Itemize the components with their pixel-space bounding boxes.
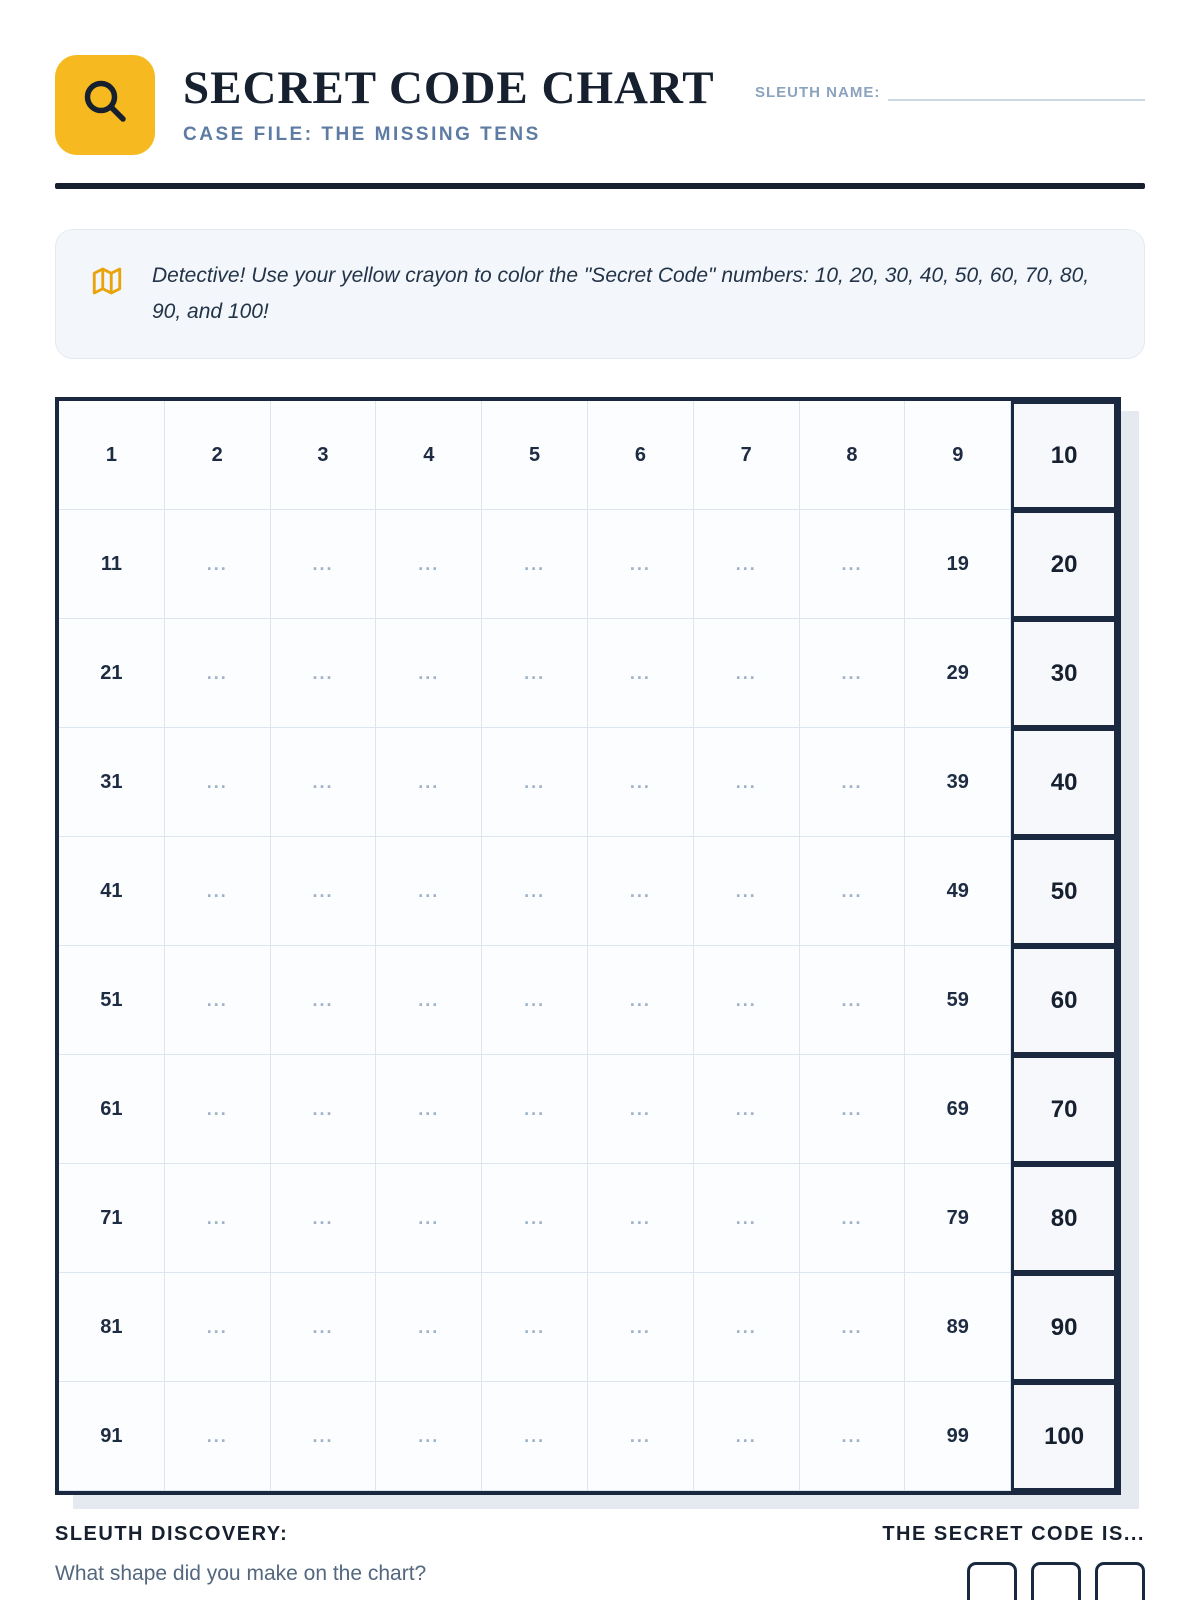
grid-cell[interactable]: 7 <box>694 401 800 510</box>
grid-cell[interactable]: ... <box>694 1164 800 1273</box>
grid-cell[interactable]: ... <box>376 946 482 1055</box>
instruction-text: Detective! Use your yellow crayon to color the "Secret Code" numbers: 10, 20, 30, 40, 50, 60, 70, 80, 90, and 100! <box>152 264 1090 324</box>
grid-cell[interactable]: ... <box>800 510 906 619</box>
grid-cell[interactable]: 29 <box>905 619 1011 728</box>
grid-cell[interactable]: ... <box>376 510 482 619</box>
grid-cell[interactable]: ... <box>800 619 906 728</box>
grid-cell[interactable]: ... <box>482 1055 588 1164</box>
grid-cell[interactable]: ... <box>482 1382 588 1491</box>
grid-cell[interactable]: ... <box>376 728 482 837</box>
grid-cell[interactable]: ... <box>482 1273 588 1382</box>
grid-cell[interactable]: 1 <box>59 401 165 510</box>
grid-cell[interactable]: ... <box>694 837 800 946</box>
header <box>55 55 1145 155</box>
answer-box[interactable] <box>1095 1562 1145 1600</box>
grid-cell[interactable]: ... <box>271 510 377 619</box>
grid-cell[interactable]: 99 <box>905 1382 1011 1491</box>
grid-cell[interactable]: ... <box>482 837 588 946</box>
grid-cell[interactable]: 31 <box>59 728 165 837</box>
grid-cell-tens[interactable]: 90 <box>1011 1273 1117 1382</box>
sleuth-name-line[interactable] <box>888 83 1145 101</box>
grid-cell[interactable]: ... <box>800 946 906 1055</box>
grid-cell-tens[interactable]: 100 <box>1011 1382 1117 1491</box>
grid-cell-tens[interactable]: 50 <box>1011 837 1117 946</box>
grid-cell[interactable]: ... <box>588 1382 694 1491</box>
grid-cell[interactable]: 11 <box>59 510 165 619</box>
grid-cell[interactable]: 61 <box>59 1055 165 1164</box>
grid-cell[interactable]: ... <box>588 1055 694 1164</box>
grid-cell[interactable]: ... <box>694 1055 800 1164</box>
grid-cell[interactable]: ... <box>271 837 377 946</box>
grid-cell[interactable]: 91 <box>59 1382 165 1491</box>
discovery-question: What shape did you make on the chart? <box>55 1562 427 1586</box>
grid-cell[interactable]: ... <box>588 946 694 1055</box>
secret-code-section <box>882 1523 1145 1600</box>
grid-cell[interactable]: 39 <box>905 728 1011 837</box>
grid-cell[interactable]: ... <box>165 1055 271 1164</box>
grid-cell[interactable]: 59 <box>905 946 1011 1055</box>
grid-cell[interactable]: ... <box>165 510 271 619</box>
instruction-box <box>55 229 1145 359</box>
grid-cell[interactable]: ... <box>694 510 800 619</box>
grid-cell-tens[interactable]: 10 <box>1011 401 1117 510</box>
header-divider <box>55 183 1145 189</box>
page-title: SECRET CODE CHART <box>183 62 715 115</box>
discovery-label: SLEUTH DISCOVERY: <box>55 1523 289 1546</box>
grid-cell[interactable]: 9 <box>905 401 1011 510</box>
grid-cell[interactable]: 81 <box>59 1273 165 1382</box>
grid-cell[interactable]: ... <box>588 728 694 837</box>
hundreds-grid <box>55 397 1121 1495</box>
grid-cell[interactable]: ... <box>588 1164 694 1273</box>
grid-cell[interactable]: 89 <box>905 1273 1011 1382</box>
grid-cell[interactable]: ... <box>271 1055 377 1164</box>
grid-cell[interactable]: ... <box>165 1382 271 1491</box>
grid-cell[interactable]: ... <box>376 619 482 728</box>
grid-cell[interactable]: 5 <box>482 401 588 510</box>
grid-cell[interactable]: ... <box>800 728 906 837</box>
grid-cell[interactable]: ... <box>376 1055 482 1164</box>
grid-cell[interactable]: ... <box>271 1382 377 1491</box>
grid-cell[interactable]: 51 <box>59 946 165 1055</box>
grid-cell[interactable]: ... <box>376 1382 482 1491</box>
chart-section <box>55 397 1145 1495</box>
grid-cell[interactable]: ... <box>694 1382 800 1491</box>
grid-cell[interactable]: ... <box>165 946 271 1055</box>
grid-cell[interactable]: ... <box>482 510 588 619</box>
grid-cell[interactable]: ... <box>800 1273 906 1382</box>
grid-cell[interactable]: ... <box>165 837 271 946</box>
grid-cell[interactable]: ... <box>165 1273 271 1382</box>
grid-cell[interactable]: ... <box>271 1164 377 1273</box>
grid-cell-tens[interactable]: 80 <box>1011 1164 1117 1273</box>
discovery-section <box>55 1523 426 1586</box>
answer-boxes <box>882 1562 1145 1600</box>
grid-cell[interactable]: 69 <box>905 1055 1011 1164</box>
grid-cell[interactable]: 71 <box>59 1164 165 1273</box>
grid-cell[interactable]: 3 <box>271 401 377 510</box>
grid-cell[interactable]: ... <box>376 1164 482 1273</box>
answer-box[interactable] <box>967 1562 1017 1600</box>
sleuth-name-field <box>755 83 1145 127</box>
grid-cell[interactable]: ... <box>482 619 588 728</box>
grid-cell[interactable]: ... <box>800 1382 906 1491</box>
grid-cell[interactable]: ... <box>165 619 271 728</box>
answer-box[interactable] <box>1031 1562 1081 1600</box>
grid-cell-tens[interactable]: 60 <box>1011 946 1117 1055</box>
grid-cell[interactable]: ... <box>271 619 377 728</box>
grid-cell[interactable]: 79 <box>905 1164 1011 1273</box>
magnifier-icon <box>76 74 134 137</box>
header-text <box>183 64 755 145</box>
grid-cell[interactable]: ... <box>694 619 800 728</box>
grid-cell[interactable]: ... <box>800 1164 906 1273</box>
grid-cell[interactable]: 19 <box>905 510 1011 619</box>
grid-cell[interactable]: ... <box>482 1164 588 1273</box>
grid-cell[interactable]: ... <box>694 1273 800 1382</box>
grid-cell[interactable]: ... <box>271 728 377 837</box>
grid-cell[interactable]: 41 <box>59 837 165 946</box>
grid-cell[interactable]: ... <box>271 946 377 1055</box>
grid-cell[interactable]: ... <box>694 728 800 837</box>
grid-cell[interactable]: ... <box>800 1055 906 1164</box>
grid-cell[interactable]: ... <box>271 1273 377 1382</box>
grid-cell[interactable]: 8 <box>800 401 906 510</box>
grid-cell[interactable]: ... <box>588 619 694 728</box>
grid-cell[interactable]: 49 <box>905 837 1011 946</box>
grid-cell[interactable]: 4 <box>376 401 482 510</box>
page-subtitle: CASE FILE: THE MISSING TENS <box>183 123 541 145</box>
grid-cell[interactable]: ... <box>588 837 694 946</box>
grid-cell[interactable]: 6 <box>588 401 694 510</box>
footer <box>55 1523 1145 1600</box>
grid-cell-tens[interactable]: 20 <box>1011 510 1117 619</box>
secret-code-label: THE SECRET CODE IS... <box>882 1523 1145 1546</box>
grid-cell-tens[interactable]: 30 <box>1011 619 1117 728</box>
map-icon <box>90 264 124 303</box>
grid-cell[interactable]: ... <box>165 1164 271 1273</box>
grid-cell[interactable]: ... <box>588 510 694 619</box>
grid-cell[interactable]: ... <box>482 728 588 837</box>
grid-cell[interactable]: ... <box>800 837 906 946</box>
grid-cell[interactable]: ... <box>165 728 271 837</box>
grid-cell[interactable]: ... <box>376 1273 482 1382</box>
grid-cell[interactable]: ... <box>376 837 482 946</box>
grid-cell[interactable]: ... <box>694 946 800 1055</box>
grid-cell[interactable]: 2 <box>165 401 271 510</box>
grid-cell[interactable]: 21 <box>59 619 165 728</box>
sleuth-name-label: SLEUTH NAME: <box>755 84 881 101</box>
grid-cell[interactable]: ... <box>482 946 588 1055</box>
grid-cell[interactable]: ... <box>588 1273 694 1382</box>
grid-cell-tens[interactable]: 70 <box>1011 1055 1117 1164</box>
logo-badge <box>55 55 155 155</box>
grid-cell-tens[interactable]: 40 <box>1011 728 1117 837</box>
